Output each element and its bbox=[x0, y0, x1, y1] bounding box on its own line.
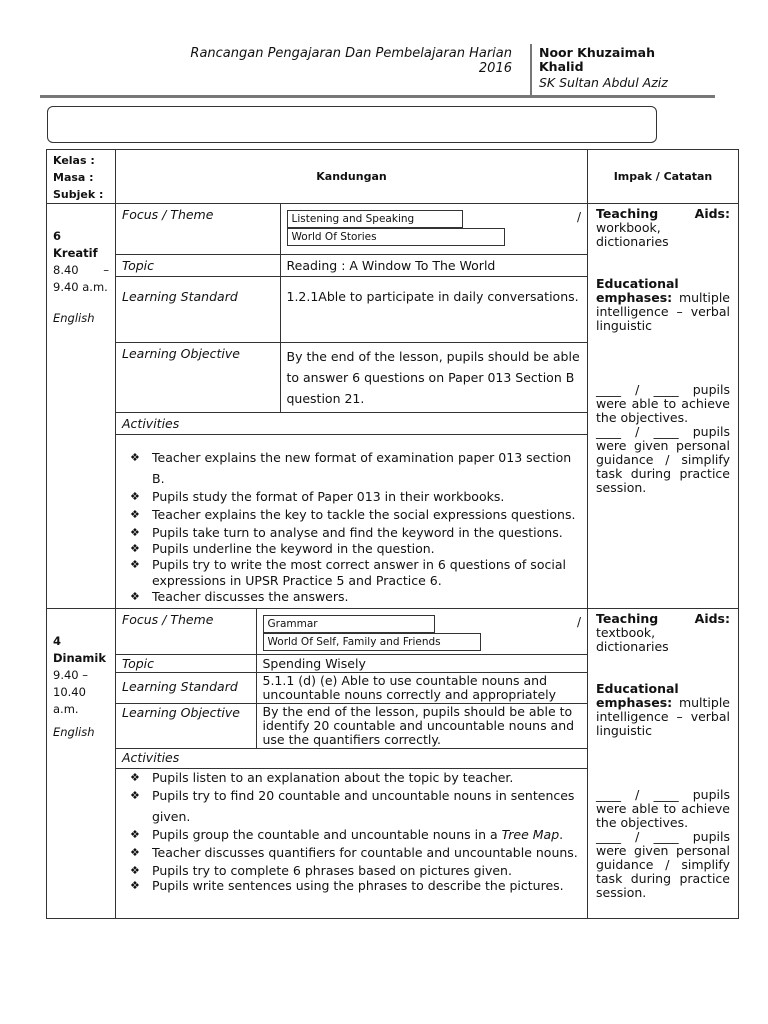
standard-value: 5.1.1 (d) (e) Able to use countable nouns and uncountable nouns correctly and appropriately bbox=[256, 673, 587, 704]
plan-title-line2: 2016 bbox=[478, 61, 512, 76]
activities-list bbox=[122, 770, 581, 893]
focus-row bbox=[116, 204, 587, 255]
activity-item: ❖ Pupils try to complete 6 phrases based on pictures given. bbox=[130, 863, 512, 878]
header-divider bbox=[530, 44, 532, 96]
lesson-plan-table bbox=[46, 149, 739, 919]
table-header-row bbox=[47, 150, 739, 204]
emphases-value: multiple intelligence – verbal linguistic bbox=[596, 290, 730, 333]
educational-emphases bbox=[596, 277, 730, 333]
activity-item: ❖ Pupils take turn to analyse and find the keyword in the questions. bbox=[130, 525, 563, 540]
teaching-aids-label: Teaching Aids: bbox=[596, 611, 730, 626]
diamond-bullet-icon: ❖ bbox=[130, 846, 140, 859]
impact-cell bbox=[588, 204, 739, 609]
diamond-bullet-icon: ❖ bbox=[130, 508, 140, 521]
standard-label: Learning Standard bbox=[116, 277, 280, 343]
activities-list bbox=[122, 447, 581, 605]
objective-value: By the end of the lesson, pupils should be able to answer 6 questions on Paper 013 Section B question 21. bbox=[280, 343, 587, 413]
content-table bbox=[116, 609, 587, 894]
topic-value: Reading : A Window To The World bbox=[280, 255, 587, 277]
activity-item: ❖ Pupils study the format of Paper 013 in their workbooks. bbox=[130, 489, 505, 504]
topic-row bbox=[116, 255, 587, 277]
class-info-cell bbox=[47, 204, 116, 609]
lesson-row bbox=[47, 609, 739, 919]
class-time-start: 8.40 – bbox=[53, 263, 109, 277]
content-cell bbox=[116, 204, 588, 609]
class-info-cell bbox=[47, 609, 116, 919]
standard-row bbox=[116, 277, 587, 343]
focus-row bbox=[116, 609, 587, 655]
masa-label: Masa : bbox=[53, 171, 94, 184]
activity-item: ❖ Teacher explains the key to tackle the social expressions questions. bbox=[130, 505, 581, 525]
activity-item: ❖ Pupils try to write the most correct answer in 6 questions of social expressions in UPSR Practice 5 and Practice 6. bbox=[130, 557, 566, 588]
activity-item: ❖ Pupils listen to an explanation about the topic by teacher. bbox=[130, 770, 514, 785]
focus-value bbox=[256, 609, 587, 655]
focus-slash: / bbox=[576, 210, 581, 224]
topic-row bbox=[116, 655, 587, 673]
focus-tag-theme: World Of Self, Family and Friends bbox=[263, 633, 481, 651]
activity-item: ❖ Teacher discusses the answers. bbox=[130, 589, 349, 604]
lesson-row bbox=[47, 204, 739, 609]
objective-achieved-note: ____ / ____ pupils were able to achieve the objectives. bbox=[596, 382, 730, 425]
standard-label: Learning Standard bbox=[116, 673, 256, 704]
activity-item: ❖ Teacher explains the new format of examination paper 013 section B. bbox=[130, 447, 581, 489]
objective-value: By the end of the lesson, pupils should be able to identify 20 countable and uncountable nouns and use the quantifiers correctly. bbox=[256, 704, 587, 749]
activity-item: ❖ Pupils try to find 20 countable and uncountable nouns in sentences given. bbox=[130, 785, 581, 827]
emphases-label: Educational emphases: bbox=[596, 681, 679, 710]
diamond-bullet-icon: ❖ bbox=[130, 771, 140, 784]
class-time-start: 9.40 – bbox=[53, 668, 89, 682]
teaching-aids-value: textbook, dictionaries bbox=[596, 625, 669, 654]
focus-tag-skill: Listening and Speaking bbox=[287, 210, 463, 228]
activity-item: ❖ Pupils group the countable and uncountable nouns in a Tree Map. bbox=[130, 827, 564, 842]
educational-emphases bbox=[596, 682, 730, 738]
guidance-note: ____ / ____ pupils were given personal guidance / simplify task during practice session. bbox=[596, 829, 730, 900]
activity-item: ❖ Teacher discusses quantifiers for countable and uncountable nouns. bbox=[130, 842, 581, 863]
emphases-value: multiple intelligence – verbal linguistic bbox=[596, 695, 730, 738]
standard-row bbox=[116, 673, 587, 704]
focus-label: Focus / Theme bbox=[116, 609, 256, 655]
content-table bbox=[116, 204, 587, 608]
class-number: 6 bbox=[53, 229, 62, 243]
guidance-note: ____ / ____ pupils were given personal guidance / simplify task during practice session. bbox=[596, 424, 730, 495]
date-input-box[interactable] bbox=[47, 106, 657, 143]
kandungan-header: Kandungan bbox=[116, 150, 588, 204]
content-cell bbox=[116, 609, 588, 919]
focus-tag-theme: World Of Stories bbox=[287, 228, 505, 246]
teacher-name: Noor Khuzaimah Khalid bbox=[539, 45, 655, 74]
activities-row bbox=[116, 435, 587, 609]
class-time-end: 9.40 a.m. bbox=[53, 280, 108, 294]
topic-value: Spending Wisely bbox=[256, 655, 587, 673]
emphases-label: Educational emphases: bbox=[596, 276, 679, 305]
diamond-bullet-icon: ❖ bbox=[130, 879, 140, 892]
diamond-bullet-icon: ❖ bbox=[130, 590, 140, 603]
activities-label-row bbox=[116, 413, 587, 435]
kelas-label: Kelas : bbox=[53, 154, 95, 167]
plan-title bbox=[150, 46, 512, 76]
impact-cell bbox=[588, 609, 739, 919]
class-subject: English bbox=[53, 311, 95, 325]
plan-title-line1: Rancangan Pengajaran Dan Pembelajaran Harian bbox=[190, 46, 512, 61]
subjek-label: Subjek : bbox=[53, 188, 104, 201]
objective-row bbox=[116, 704, 587, 749]
activities-cell bbox=[116, 435, 587, 609]
school-name: SK Sultan Abdul Aziz bbox=[539, 75, 668, 90]
header-rule bbox=[40, 95, 715, 98]
focus-slash: / bbox=[576, 615, 581, 629]
diamond-bullet-icon: ❖ bbox=[130, 490, 140, 503]
class-name: Dinamik bbox=[53, 651, 107, 665]
diamond-bullet-icon: ❖ bbox=[130, 864, 140, 877]
objective-label: Learning Objective bbox=[116, 343, 280, 413]
class-number: 4 bbox=[53, 634, 62, 648]
activities-label-row bbox=[116, 749, 587, 769]
diamond-bullet-icon: ❖ bbox=[130, 451, 140, 464]
teaching-aids-label: Teaching Aids: bbox=[596, 206, 730, 221]
class-time-end: 10.40 bbox=[53, 685, 86, 699]
objective-row bbox=[116, 343, 587, 413]
topic-label: Topic bbox=[116, 655, 256, 673]
diamond-bullet-icon: ❖ bbox=[130, 542, 140, 555]
focus-value bbox=[280, 204, 587, 255]
objective-label: Learning Objective bbox=[116, 704, 256, 749]
diamond-bullet-icon: ❖ bbox=[130, 526, 140, 539]
activities-cell bbox=[116, 769, 587, 895]
class-name: Kreatif bbox=[53, 246, 98, 260]
diamond-bullet-icon: ❖ bbox=[130, 558, 140, 571]
topic-label: Topic bbox=[116, 255, 280, 277]
impak-header: Impak / Catatan bbox=[588, 150, 739, 204]
diamond-bullet-icon: ❖ bbox=[130, 828, 140, 841]
standard-value: 1.2.1Able to participate in daily conversations. bbox=[280, 277, 587, 343]
activities-label: Activities bbox=[116, 749, 587, 769]
class-header-cell bbox=[47, 150, 116, 204]
activities-row bbox=[116, 769, 587, 895]
focus-tag-skill: Grammar bbox=[263, 615, 435, 633]
activity-item: ❖ Pupils underline the keyword in the question. bbox=[130, 541, 435, 556]
teaching-aids-value: workbook, dictionaries bbox=[596, 220, 669, 249]
focus-label: Focus / Theme bbox=[116, 204, 280, 255]
activities-label: Activities bbox=[116, 413, 587, 435]
diamond-bullet-icon: ❖ bbox=[130, 789, 140, 802]
class-subject: English bbox=[53, 725, 95, 739]
objective-achieved-note: ____ / ____ pupils were able to achieve the objectives. bbox=[596, 787, 730, 830]
activity-item: ❖ Pupils write sentences using the phrases to describe the pictures. bbox=[130, 878, 564, 893]
class-time-suffix: a.m. bbox=[53, 702, 79, 716]
